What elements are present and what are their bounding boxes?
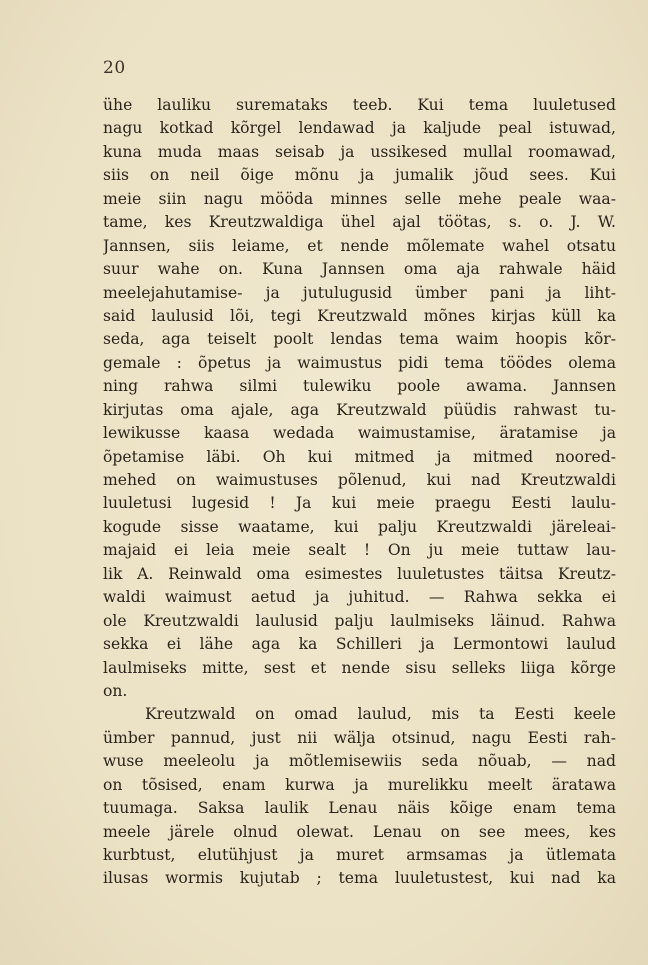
text-line: suur wahe on. Kuna Jannsen oma aja rahwale häid (103, 260, 616, 279)
page-number: 20 (103, 58, 126, 78)
text-line: on. (103, 681, 128, 700)
text-line: nagu kotkad kõrgel lendawad ja kaljude peal istuwad, (103, 119, 616, 138)
text-line: Jannsen, siis leiame, et nende mõlemate wahel otsatu (103, 236, 616, 255)
text-line: wuse meeleolu ja mõtlemisewiis seda nõuab, — nad (103, 752, 616, 771)
text-line: lewikusse kaasa wedada waimustamise, äratamise ja (103, 424, 616, 443)
text-line: kuna muda maas seisab ja ussikesed mullal roomawad, (103, 142, 616, 161)
text-line: ühe lauliku suremataks teeb. Kui tema luuletused (103, 96, 616, 114)
text-line: seda, aga teiselt poolt lendas tema waim hoopis kõr- (103, 330, 616, 349)
text-line: majaid ei leia meie sealt ! On ju meie tuttaw lau- (103, 541, 616, 560)
text-line: õpetamise läbi. Oh kui mitmed ja mitmed noored- (103, 447, 616, 466)
text-line: mehed on waimustuses põlenud, kui nad Kreutzwaldi (103, 471, 616, 489)
text-line: kurbtust, elutühjust ja muret armsamas ja ütlemata (103, 846, 616, 864)
text-line: lik A. Reinwald oma esimestes luuletustes täitsa Kreutz- (103, 564, 616, 583)
text-line: gemale : õpetus ja waimustus pidi tema töödes olema (103, 353, 616, 372)
text-line: ilusas wormis kujutab ; tema luuletustest, kui nad ka (103, 869, 616, 888)
text-line: waldi waimust aetud ja juhitud. — Rahwa sekka ei (103, 588, 616, 607)
text-line: tuumaga. Saksa laulik Lenau näis kõige enam tema (103, 799, 616, 818)
text-line: kogude sisse waatame, kui palju Kreutzwaldi järeleai- (103, 517, 616, 536)
text-line: meie siin nagu mööda minnes selle mehe peale waa- (103, 189, 616, 208)
text-line: tame, kes Kreutzwaldiga ühel ajal töötas, s. o. J. W. (103, 213, 616, 232)
text-line: ning rahwa silmi tulewiku poole awama. Jannsen (103, 377, 616, 396)
text-line: ümber pannud, just nii wälja otsinud, nagu Eesti rah- (103, 728, 616, 747)
paragraph-1 (103, 94, 616, 703)
text-line: meele järele olnud olewat. Lenau on see mees, kes (103, 822, 616, 841)
text-line: Kreutzwald on omad laulud, mis ta Eesti keele (145, 705, 616, 724)
text-line: siis on neil õige mõnu ja jumalik jõud sees. Kui (103, 166, 616, 185)
text-line: said laulusid lõi, tegi Kreutzwald mõnes kirjas küll ka (103, 306, 616, 325)
text-line: kirjutas oma ajale, aga Kreutzwald püüdis rahwast tu- (103, 400, 616, 419)
text-line: on tõsised, enam kurwa ja murelikku meelt äratawa (103, 775, 616, 794)
text-line: meelejahutamise- ja jutulugusid ümber pani ja liht- (103, 283, 616, 302)
text-line: luuletusi lugesid ! Ja kui meie praegu Eesti laulu- (103, 494, 616, 513)
paragraph-2 (103, 703, 616, 891)
body-text (103, 94, 616, 891)
text-line: sekka ei lähe aga ka Schilleri ja Lermontowi laulud (103, 635, 616, 654)
text-line: ole Kreutzwaldi laulusid palju laulmiseks läinud. Rahwa (103, 611, 616, 630)
text-line: laulmiseks mitte, sest et nende sisu selleks liiga kõrge (103, 658, 616, 677)
